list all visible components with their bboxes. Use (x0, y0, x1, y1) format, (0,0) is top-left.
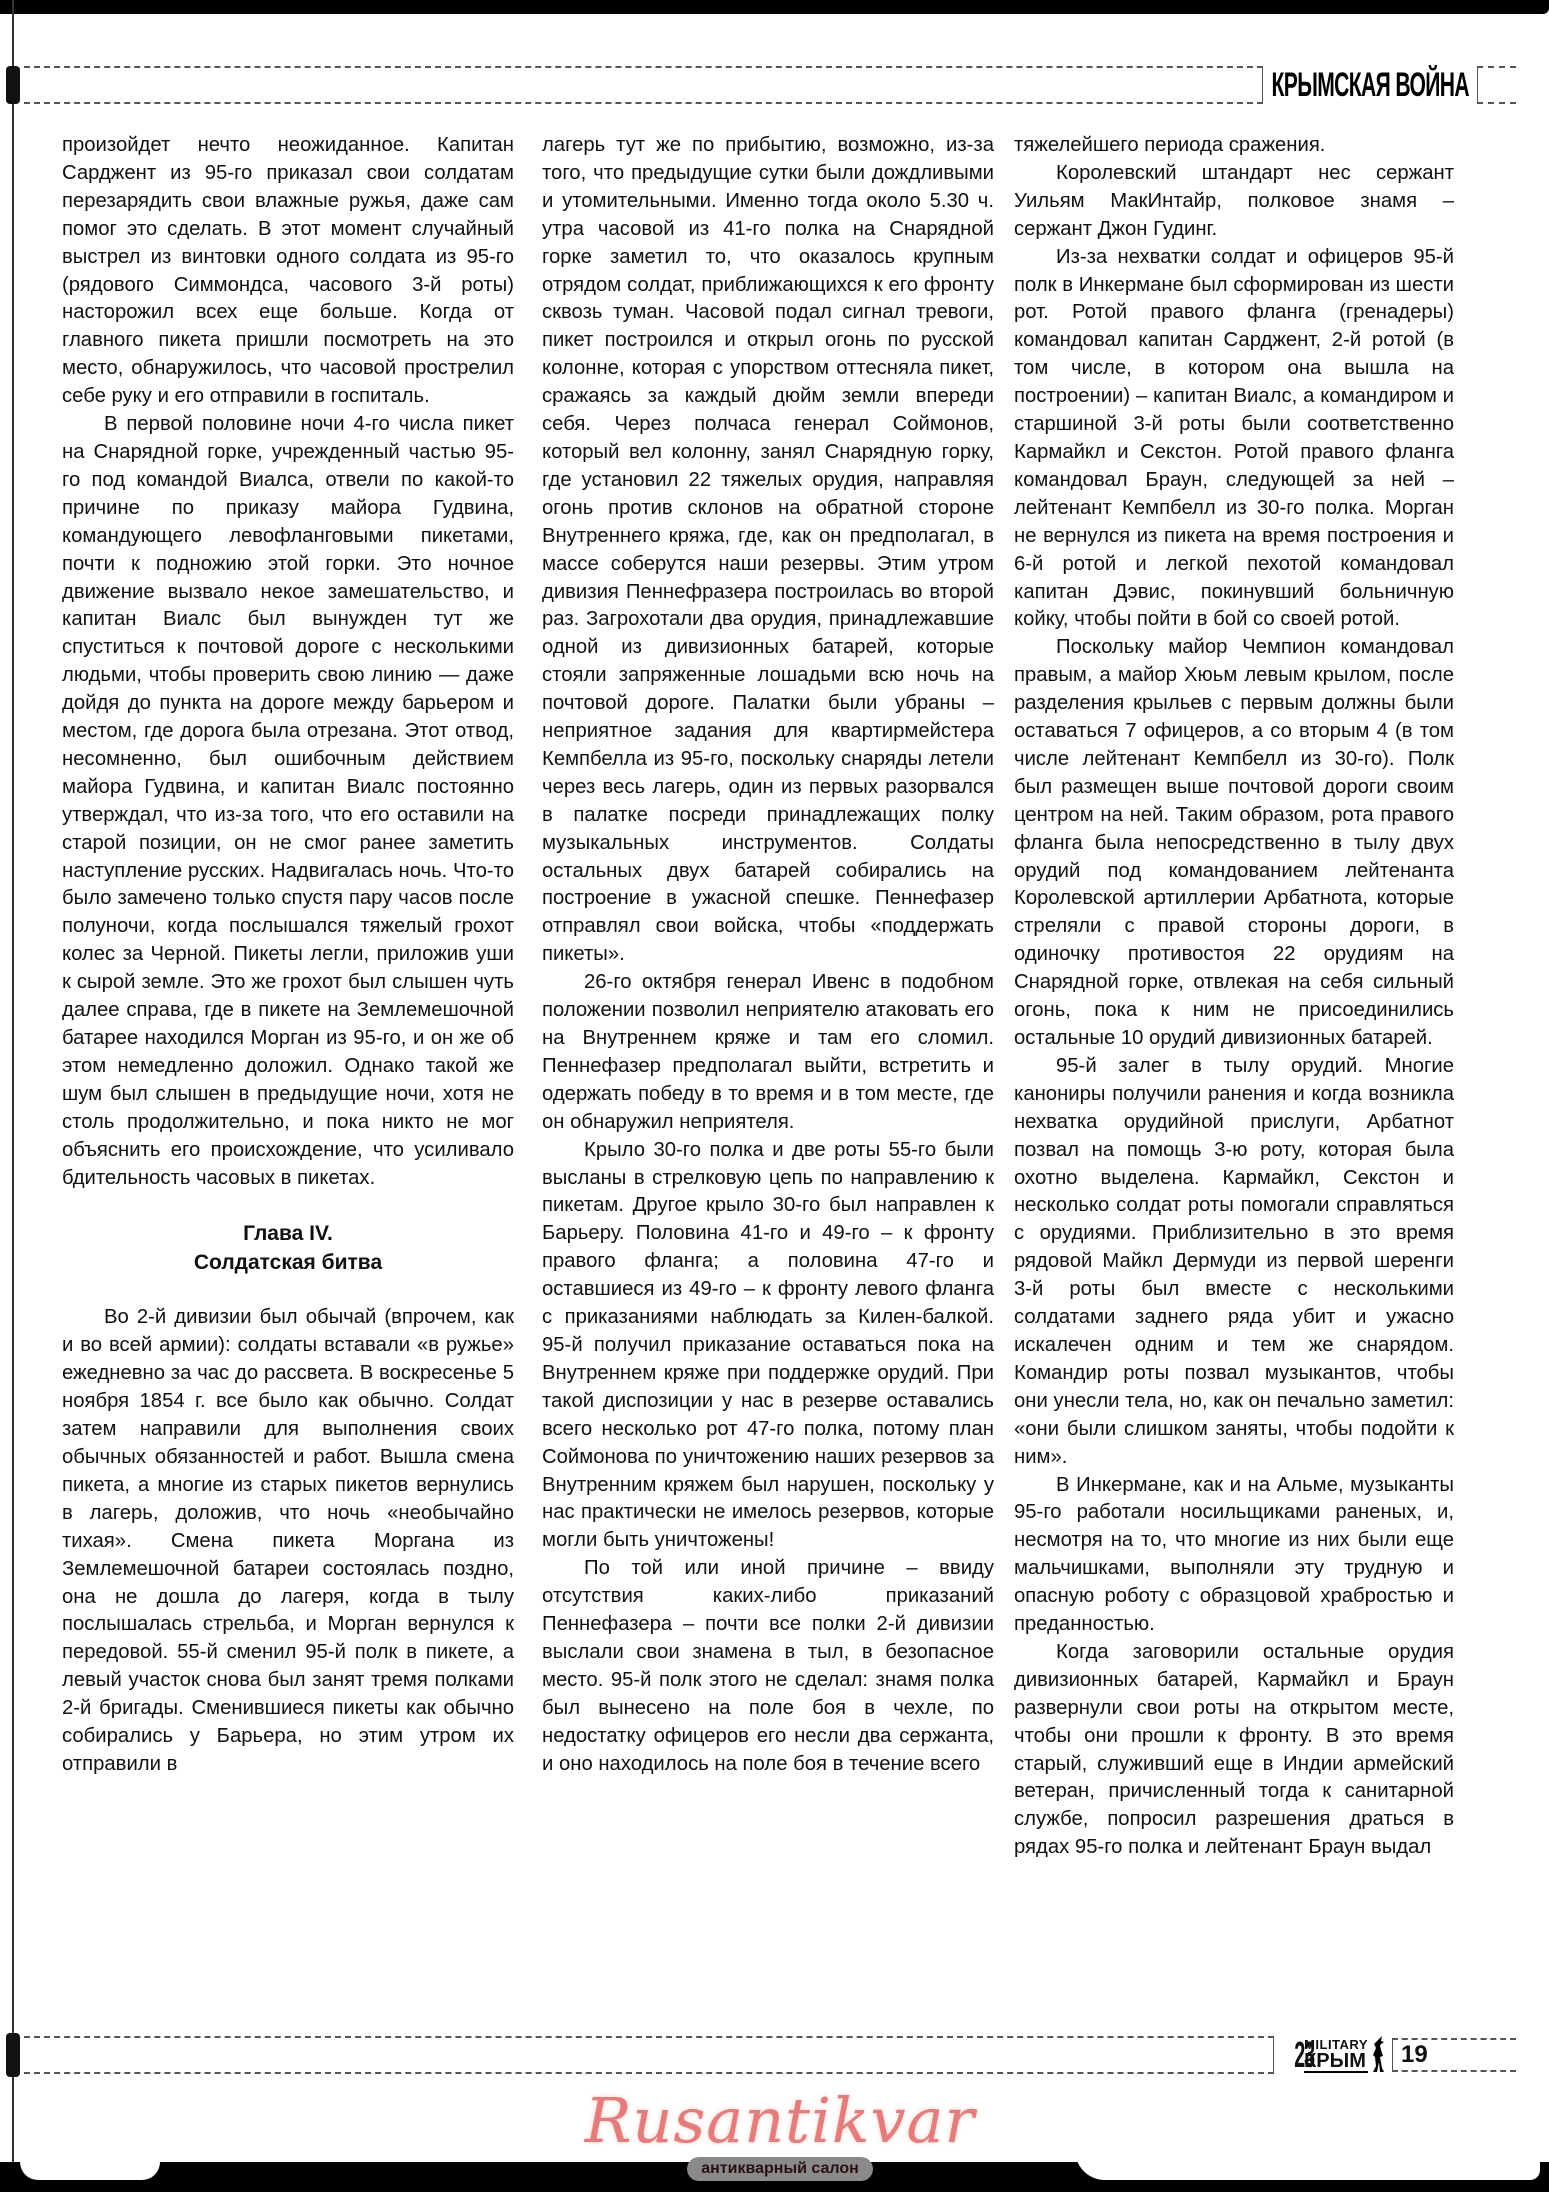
chapter-number: Глава IV. (243, 1222, 333, 1246)
paragraph: 26-го октября генерал Ивенс в подобном положении позволил неприятелю атаковать его на Внутреннем кряже и там его сломил. Пеннефазер предполагал выйти, встретить и одержать победу в то время и в том месте, где он обнаружил неприятеля. (542, 971, 994, 1133)
column-1 (62, 132, 514, 2012)
scan-bottom-tab-left (20, 2140, 160, 2180)
header-spine-mark (6, 66, 20, 104)
page-number-box (1392, 2038, 1516, 2072)
scan-bottom-tab-right (1075, 2140, 1540, 2180)
scan-top-edge (0, 0, 1549, 14)
column-3 (1014, 132, 1454, 2012)
paragraph: Когда заговорили остальные орудия дивизионных батарей, Кармайкл и Браун развернули свои роты на открытом месте, чтобы они прошли к фронту. В это время старый, служивший еще в Индии армейский ветеран, причисленный тогда к санитарной службе, попросил разрешения драться в рядах 95-го полка и лейтенант Браун выдал (1014, 1640, 1454, 1859)
header-rule-end (1477, 66, 1516, 104)
chapter-heading (62, 1219, 514, 1277)
paragraph: В Инкермане, как и на Альме, музыканты 95-го работали носильщиками раненых, и, несмотря на то, что многие из них были еще мальчишками, выполняли эту трудную и опасную роботу с образцовой храбростью и преданностью. (1014, 1473, 1454, 1636)
logo-krym: КРЫМ (1304, 2051, 1368, 2073)
footer-rule (24, 2036, 1274, 2074)
scan-left-edge (12, 0, 14, 2192)
section-title: КРЫМСКАЯ ВОЙНА (1271, 66, 1469, 104)
chapter-title: Солдатская битва (193, 1251, 383, 1275)
paragraph: В первой половине ночи 4-го числа пикет на Снарядной горке, учрежденный частью 95-го под командой Виалса, отвели по какой-то причине по приказу майора Гудвина, командующего левофланговыми пикетами, почти к подножию этой горки. Это ночное движение вызвало некое замешательство, и капитан Виалс был вынужден тут же спуститься к почтовой дороге с несколькими людьми, чтобы проверить свою линию — даже дойдя до пункта на дороге между барьером и местом, где дорога была отрезана. Этот отвод, несомненно, был ошибочным действием майора Гудвина, и капитан Виалс постоянно утверждал, что из-за того, что его оставили на старой позиции, он не смог ранее заметить наступление русских. Надвигалась ночь. Что-то было замечено только спустя пару часов после полуночи, когда послышался тяжелый грохот колес за Черной. Пикеты легли, приложив уши к сырой земле. Это же грохот был слышен чуть далее справа, где в пикете на Землемешочной батарее находился Морган из 95-го, и он же об этом немедленно доложил. Однако такой же шум был слышен в предыдущие ночи, хотя не столь продолжительно, и пока никто не мог объяснить его происхождение, что усиливало бдительность часовых в пикетах. (62, 413, 514, 1189)
paragraph: Во 2-й дивизии был обычай (впрочем, как и во всей армии): солдаты вставали «в ружье» ежедневно за час до рассвета. В воскресенье 5 ноября 1854 г. все было как обычно. Солдат затем направили для выполнения своих обычных обязанностей и работ. Вышла смена пикета, а многие из старых пикетов вернулись в лагерь, доложив, что ночь «необычайно тихая». Смена пикета Моргана из Землемешочной батареи состоялась поздно, она не дошла до лагеря, когда в тылу послышалась стрельба, и Морган вернулся к передовой. 55-й сменил 95-й полк в пикете, а левый участок снова был занят тремя полками 2-й бригады. Сменившиеся пикеты как обычно собирались у Барьера, но этим утром их отправили в (62, 1306, 514, 1775)
article-body (62, 132, 1454, 2012)
logo-military: MILITARY (1304, 2036, 1368, 2052)
column-2 (542, 132, 994, 2012)
paragraph: Поскольку майор Чемпион командовал правым, а майор Хюьм левым крылом, после разделения крыльев с первым должны были оставаться 7 офицеров, а со вторым 4 (в том числе лейтенант Кемпбелл из 30-го). Полк был размещен выше почтовой дороги своим центром на ней. Таким образом, рота правого фланга была непосредственно в тылу двух орудий под командованием лейтенанта Королевской артиллерии Арбатнота, которые стреляли с правой стороны дороги, в одиночку противостоя 22 орудиям на Снарядной горке, отвлекая на себя сильный огонь, пока к ним не присоединились остальные 10 орудий дивизионных батарей. (1014, 636, 1454, 1049)
paragraph: Из-за нехватки солдат и офицеров 95-й полк в Инкермане был сформирован из шести рот. Ротой правого фланга (гренадеры) командовал капитан Сарджент, 2-й ротой (в том числе, в котором она вышла на построении) – капитан Виалс, а командиром и старшиной 3-й роты были соответственно Кармайкл и Секстон. Ротой правого фланга командовал Браун, следующей за ней – лейтенант Кемпбелл из 30-го полка. Морган не вернулся из пикета на время построения и 6-й ротой и легкой пехотой командовал капитан Дэвис, покинувший больничную койку, чтобы пойти в бой со своей ротой. (1014, 245, 1454, 631)
soldier-silhouette-icon (1370, 2036, 1388, 2074)
magazine-logo (1278, 2036, 1388, 2074)
paragraph: Королевский штандарт нес сержант Уильям МакИнтайр, полковое знамя – сержант Джон Гудинг. (1014, 161, 1454, 240)
watermark-brand: Rusantikvar (584, 2084, 976, 2157)
watermark (520, 2085, 1040, 2192)
logo-number: 23 (1294, 2034, 1315, 2075)
paragraph: произойдет нечто неожиданное. Капитан Сарджент из 95-го приказал свои солдатам перезарядить свои влажные ружья, даже сам помог это сделать. В этот момент случайный выстрел из винтовки одного солдата из 95-го (рядового Симмондса, часового 3-й роты) насторожил всех еще больше. Когда от главного пикета пришли посмотреть на это место, обнаружилось, что часовой прострелил себе руку и его отправили в госпиталь. (62, 134, 514, 408)
paragraph: 95-й залег в тылу орудий. Многие канониры получили ранения и когда возникла нехватка орудийной прислуги, Арбатнот позвал на помощь 3-ю роту, которая была охотно выделена. Кармайкл, Секстон и несколько солдат роты помогали справляться с орудиями. Приблизительно в это время рядовой Майкл Дермуди из первой шеренги 3-й роты был вместе с несколькими солдатами заднего ряда убит и ужасно искалечен одним и тем же снарядом. Командир роты позвал музыкантов, чтобы они унесли тела, но, как он печально заметил: «они были слишком заняты, чтобы подойти к ним». (1014, 1054, 1454, 1468)
paragraph: Крыло 30-го полка и две роты 55-го были высланы в стрелковую цепь по направлению к пикетам. Другое крыло 30-го был направлен к Барьеру. Половина 41-го и 49-го – к фронту правого фланга; а половина 47-го и оставшиеся из 49-го – к фронту левого фланга с приказаниями наблюдать за Килен-балкой. 95-й получил приказание оставаться пока на Внутреннем кряже при поддержке орудий. При такой диспозиции у нас в резерве оставались всего несколько рот 47-го полка, потому план Соймонова по уничтожению наших резервов за Внутренним кряжем был нарушен, поскольку у нас практически не имелось резервов, которые могли быть уничтожены! (542, 1138, 994, 1552)
paragraph: тяжелейшего периода сражения. (1014, 134, 1326, 156)
paragraph: лагерь тут же по прибытию, возможно, из-за того, что предыдущие сутки были дождливыми и утомительными. Именно тогда около 5.30 ч. утра часовой из 41-го полка на Снарядной горке заметил то, что оказалось крупным отрядом солдат, приближающихся к его фронту сквозь туман. Часовой подал сигнал тревоги, пикет построился и открыл огонь по русской колонне, которая с упорством оттесняла пикет, сражаясь за каждый дюйм земли впереди себя. Через полчаса генерал Соймонов, который вел колонну, занял Снарядную горку, где установил 22 тяжелых орудия, направляя огонь против склонов на обратной стороне Внутреннего кряжа, где, как он предполагал, в массе соберутся наши резервы. Этим утром дивизия Пеннефразера построилась во второй раз. Загрохотали два орудия, принадлежавшие одной из дивизионных батарей, которые стояли запряженные лошадьми всю ночь на почтовой дороге. Палатки были убраны – неприятное задания для квартирмейстера Кемпбелла из 95-го, поскольку снаряды летели через весь лагерь, один из первых разорвался в палатке посреди принадлежащих полку музыкальных инструментов. Солдаты остальных двух батарей собирались на построение в ужасной спешке. Пеннефазер отправлял свои войска, чтобы «поддержать пикеты». (542, 134, 994, 966)
page-footer (6, 2036, 1516, 2074)
footer-spine-mark (6, 2033, 20, 2077)
header-rule (24, 66, 1263, 104)
page-number: 19 (1401, 2041, 1428, 2068)
page-header (6, 66, 1516, 104)
paragraph: По той или иной причине – ввиду отсутствия каких-либо приказаний Пеннефазера – почти все полки 2-й дивизии выслали свои знамена в тыл, в безопасное место. 95-й полк этого не сделал: знамя полка был вынесено на поле боя в чехле, по недостатку офицеров его несли два сержанта, и оно находилось на поле боя в течение всего (542, 1557, 994, 1775)
watermark-subtitle: антикварный салон (687, 2157, 873, 2181)
